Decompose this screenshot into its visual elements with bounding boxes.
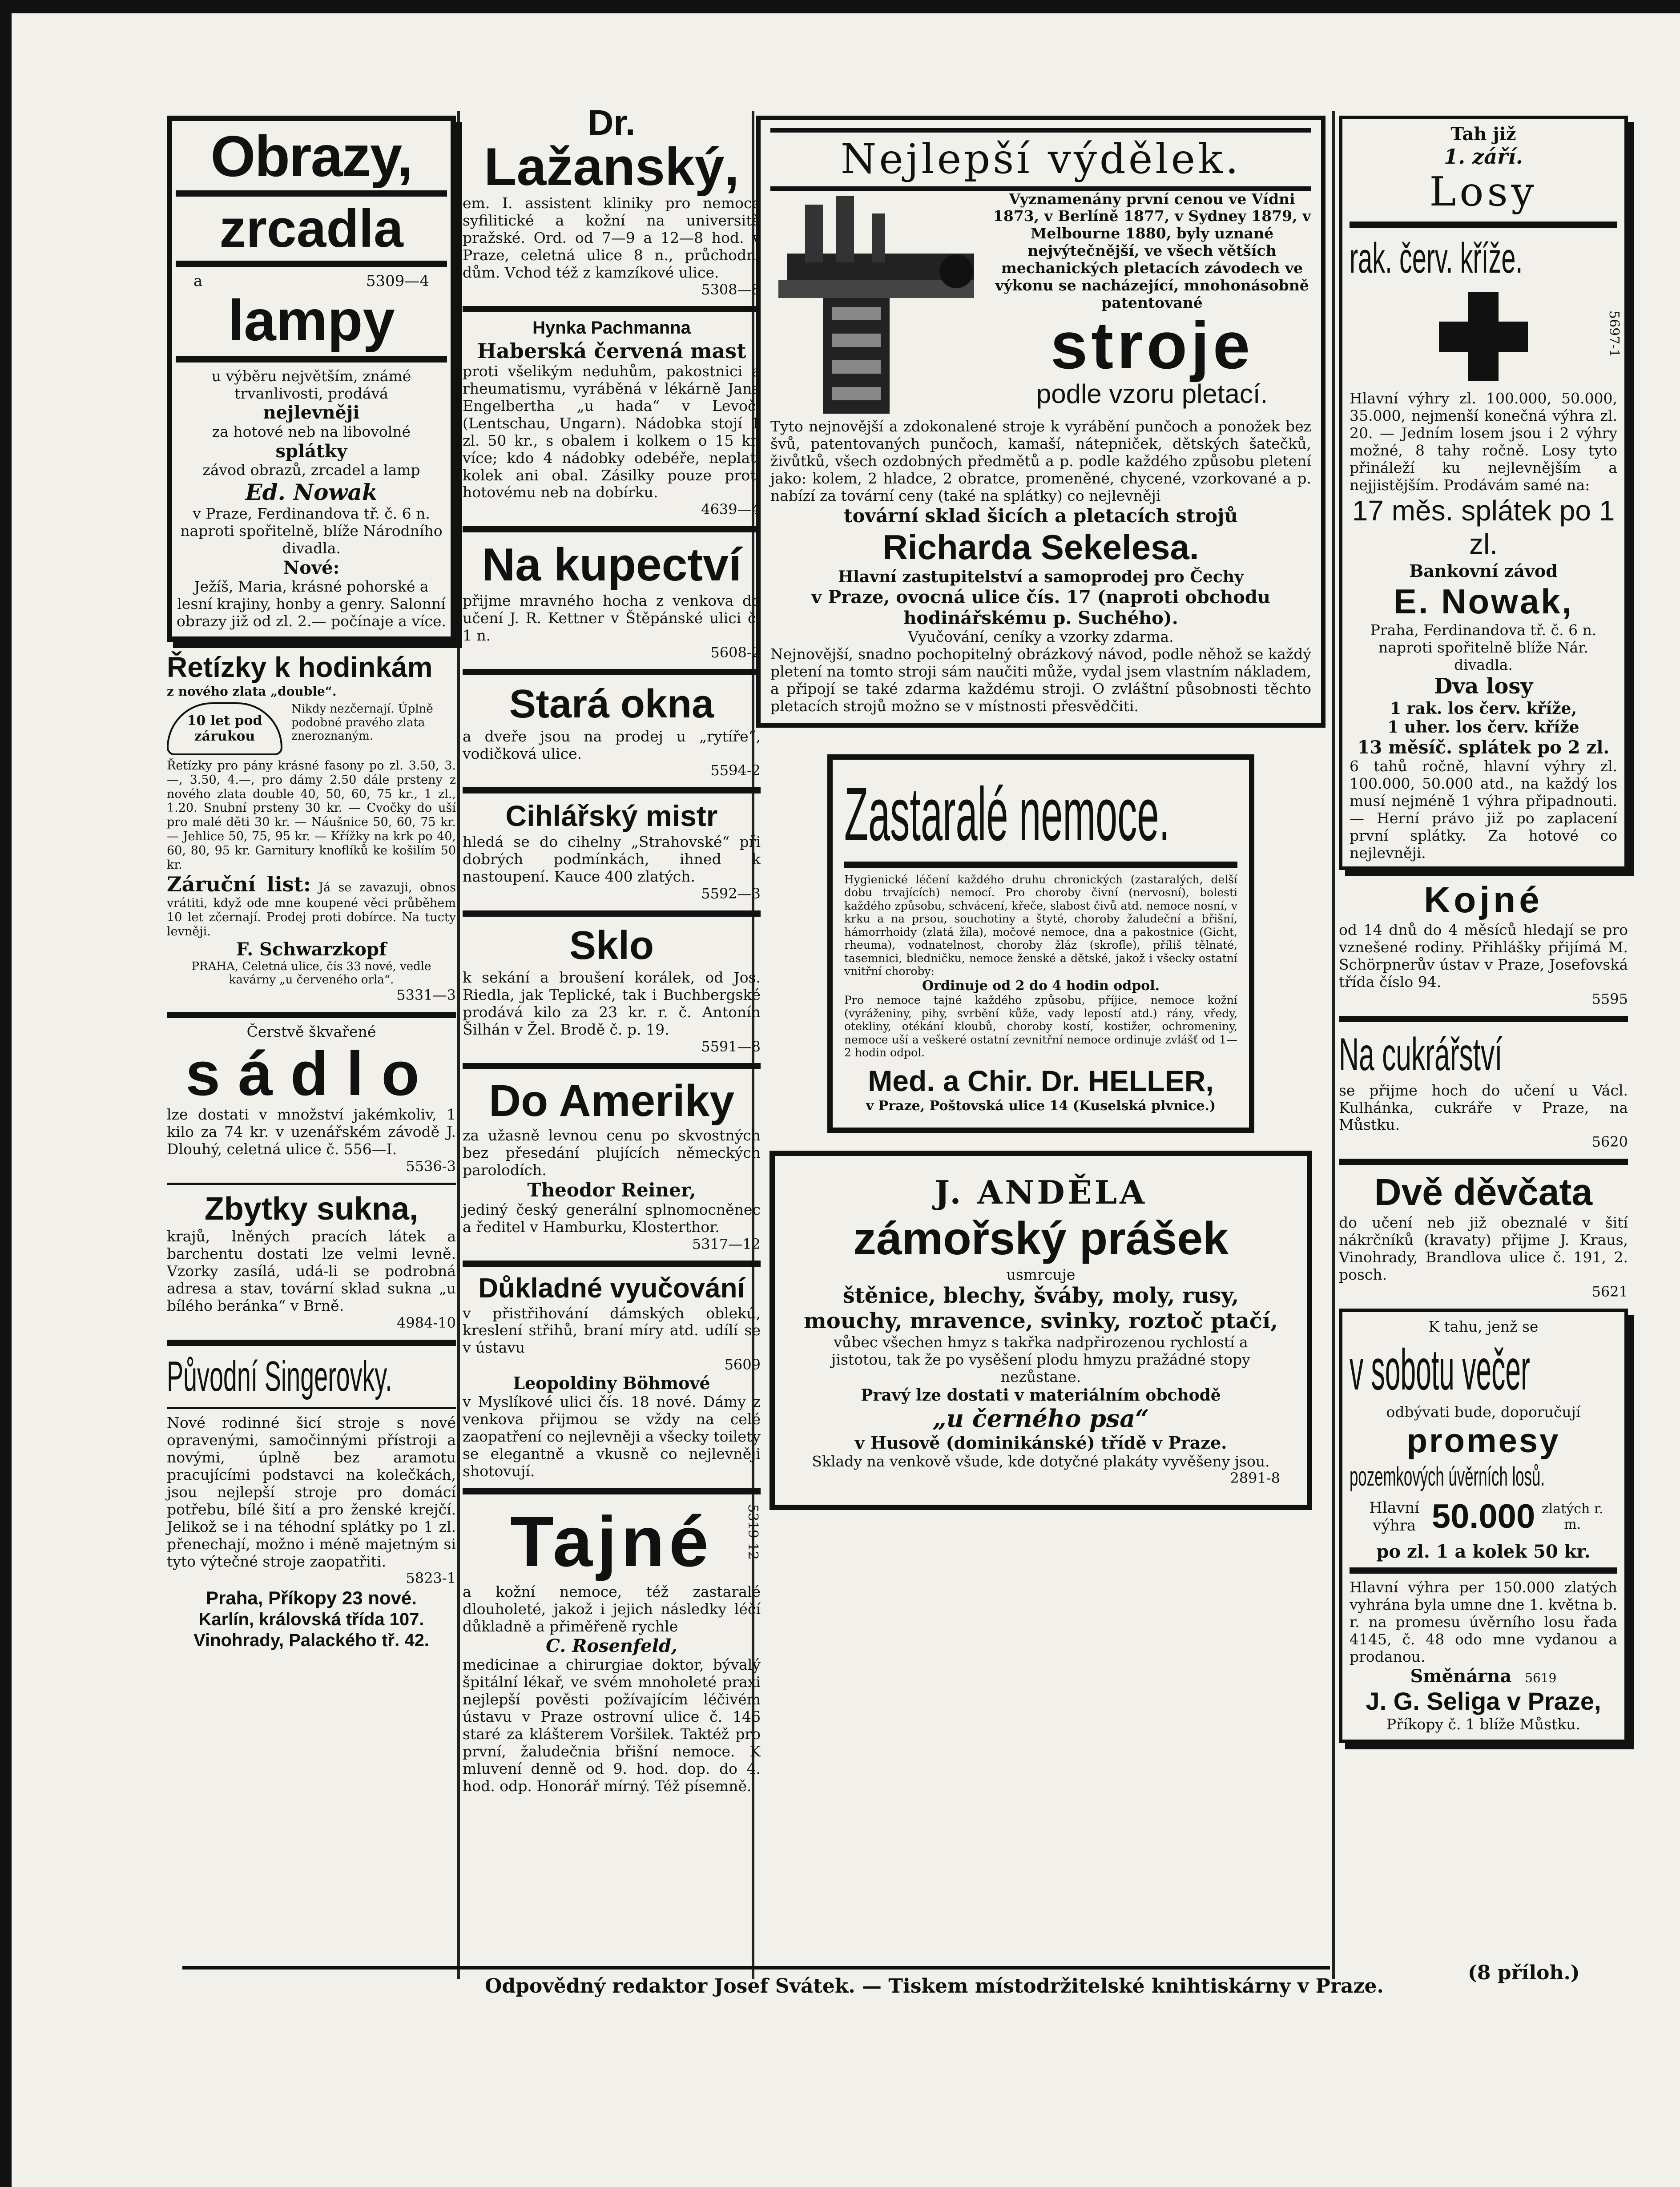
divider [463,526,761,532]
ad-body: Já se zavazuji, obnos vrátiti, když ode mne koupené věci průběhem 10 let zčernají. Prodej proti dobírce. Na tucty levněji. [167,880,456,938]
ad-firm: J. ANDĚLA [934,1173,1148,1211]
ad-name: C. Rosenfeld, [546,1635,677,1657]
ad-address: Praha, Ferdinandova tř. č. 6 n. naproti spořitelně blíže Nár. divadla. [1370,621,1597,674]
ad-tajne [463,1500,761,1795]
ad-subtitle: pozemkových úvěrních losů. [1350,1461,1545,1491]
column-3 [756,116,1325,1510]
divider [844,862,1237,868]
supplement-note: (8 příloh.) [1468,1961,1580,1984]
ad-pachmann [463,318,761,518]
divider [1339,1159,1628,1165]
ad-title: Řetízky k hodinkám [167,651,433,683]
ad-pretitle: Čerstvě škvařené [246,1023,376,1040]
ad-body: 1 uher. los červ. kříže [1387,718,1579,737]
divider [463,306,761,312]
imprint: Odpovědný redaktor Josef Svátek. — Tiskem místodržitelské knihtiskárny v Praze. [485,1975,1384,1998]
ad-title: Haberská červená mast [477,338,746,363]
ad-vydelek [756,116,1325,728]
ad-sadlo [167,1023,456,1175]
ad-number: 5619 [1525,1671,1557,1686]
ad-title: Lažanský, [484,137,739,197]
divider [167,1340,456,1346]
footer-rule [182,1966,1330,1970]
ad-firm: F. Schwarzkopf [236,938,387,960]
column-4 [1339,116,1628,1752]
ad-number: 5308—8 [701,281,761,298]
ad-body: do učení neb již obeznalé v šití nákrčníků (kravaty) přijme J. Kraus, Vinohrady, Brandlova ulice č. 191, 2. posch. [1339,1214,1628,1284]
ad-pretitle: Tah již [1450,124,1516,145]
ad-vyucovani [463,1272,761,1480]
ad-address: Karlín, královská třída 107. [198,1609,424,1629]
ad-title: Cihlářský mistr [505,799,718,833]
ad-emphasis: 1. září. [1444,145,1523,169]
knitting-machine-illustration [769,187,983,436]
ad-nemoce [827,754,1254,1133]
ad-title: Zbytky sukna, [204,1191,419,1227]
ad-doctor: Med. a Chir. Dr. HELLER, [868,1064,1214,1097]
ad-emphasis: nejlevněji [263,402,360,423]
ad-emphasis: tovární sklad šicích a pletacích strojů [844,504,1238,527]
ad-title: stroje [1050,308,1254,383]
ad-body: Směnárna [1410,1666,1512,1687]
ad-emphasis: 13 měsíč. splátek po 2 zl. [1357,737,1610,758]
ad-emphasis: Nové: [283,557,340,578]
ad-firm: E. Nowak, [1393,582,1574,621]
ad-retizky [167,651,456,1004]
red-cross-icon [1439,292,1528,381]
ad-body: zlatých r. m. [1541,1501,1603,1533]
ad-text: a [193,272,203,290]
ad-title: rak. červ. kříže. [1350,234,1523,282]
ad-body: Hlavní výhra [1369,1499,1420,1535]
ad-address: v Praze, Ferdinandova tř. č. 6 n. naproti spořitelně, blíže Národního divadla. [180,504,443,557]
ad-body: usmrcuje [1006,1265,1076,1283]
ad-body: závod obrazů, zrcadel a lamp [202,461,420,479]
ad-address: Praha, Příkopy 23 nové. [206,1587,417,1609]
ad-body: přijme mravného hocha z venkova do učení J. R. Kettner v Štěpánské ulici č. 1 n. [463,592,761,644]
ad-emphasis: promesy [1406,1422,1560,1460]
ad-title: Původní Singerovky. [167,1352,392,1400]
column-1 [167,116,456,1659]
ad-number: 5608-2 [710,644,761,661]
ad-number: 5319-12 [745,1504,761,1560]
ad-body: 1 rak. los červ. kříže, [1390,699,1577,718]
ad-emphasis: Ordinuje od 2 do 4 hodin odpol. [922,978,1160,994]
ad-sklo [463,922,761,1055]
divider [463,1261,761,1267]
divider [463,669,761,675]
divider [463,787,761,793]
ad-title: Na cukrářství [1339,1028,1503,1080]
ad-number: 5620 [1591,1133,1628,1151]
ad-title: v sobotu večer [1350,1337,1530,1402]
ad-title: Na kupectví [482,539,741,591]
ad-body: jediný český generální splnomocněnec a ředitel v Hamburku, Klosterthor. [463,1200,761,1236]
ad-title: Stará okna [509,682,714,727]
ad-emphasis: splátky [275,440,347,462]
ad-emphasis: štěnice, blechy, šváby, moly, rusy, mouchy, mravence, svinky, roztoč ptačí, [804,1283,1278,1334]
ad-body: Vyznamenány první cenou ve Vídni 1873, v Berlíně 1877, v Sydney 1879, v Melbourne 1880, byly uznané nejvýtečnější, ve všech větších mechanických pletacích závodech ve výkonu se nacházející, mnohonásobně patentované [993,190,1311,312]
divider [463,1488,761,1494]
ad-body: Nikdy nezčernají. Úplně podobné pravého zlata zneroznaným. [291,702,433,743]
ad-number: 5621 [1591,1283,1628,1300]
ad-firm: Ed. Nowak [245,479,378,505]
ad-body: 6 tahů ročně, hlavní výhry zl. 100.000, 50.000 atd., na každý los musí nejméně 1 výhra připadnouti. — Herní právo již po zaplacení první splátky. Za hotové co nejlevněji. [1350,757,1617,862]
ad-cukrarstvi [1339,1027,1628,1151]
ad-andela [769,1151,1312,1510]
ad-title: sádlo [185,1038,437,1108]
ad-body: a kožní nemoce, též zastaralé dlouholeté, jakož i jejich následky léčí důkladně a přiměřeně rychle [463,1583,761,1635]
ad-body: a dveře jsou na prodej u „rytíře“, vodičková ulice. [463,727,761,762]
ad-body: medicinae a chirurgiae doktor, bývalý špitální lékař, ve svém mnoholeté praxi nejlepší pověsti požívajícím léčivém ústavu v Praze ostrovní ulice č. 146 staré za klášterem Voršilek. Taktéž pro první, žaludečnia břišní nemoce. K mluvení denně od 9. hod. dop. do 4. hod. odp. Honorář mírný. Též písemně. [463,1656,761,1795]
ad-title: Nejlepší výdělek. [770,128,1311,191]
ad-emphasis: Dva losy [1434,674,1533,699]
ad-shop: „u černého psa“ [932,1404,1149,1433]
ad-title: Sklo [569,923,654,968]
ad-body: Sklady na venkově všude, kde dotyčné plakáty vyvěšeny jsou. [812,1452,1270,1470]
ad-number: 4639—4 [701,501,761,518]
ad-cihlarsky [463,799,761,902]
divider [1350,222,1617,228]
ad-body: od 14 dnů do 4 měsíců hledají se pro vznešené rodiny. Přihlášky přijímá M. Schörpnerův ústav v Praze, Josefovská třída číslo 94. [1339,921,1628,991]
divider [167,1012,456,1018]
ad-devcata [1339,1170,1628,1301]
ad-amount: 50.000 [1431,1498,1535,1536]
ad-number: 5823-1 [406,1570,456,1587]
ad-number: 5591—8 [701,1038,761,1055]
divider [463,1063,761,1069]
ad-body: lze dostati v množství jakémkoliv, 1 kilo za 74 kr. v uzenářském závodě J. Dlouhý, celetná ulice č. 556—I. [167,1105,456,1158]
ad-body: Hlavní výhra per 150.000 zlatých vyhrána byla umne dne 1. května b. r. na promesu úvěrního losu řada 4145, č. 48 odo mne vydanou a prodanou. [1350,1579,1617,1666]
ad-okna [463,681,761,779]
ad-body: odbývati bude, doporučují [1386,1403,1581,1421]
ad-emphasis: Záruční list: [167,872,311,896]
ad-subtitle: podle vzoru pletací. [1036,379,1268,409]
ad-body: em. I. assistent kliniky pro nemoce syfilitické a kožní na universitě pražské. Ord. od 7—9 a 12—8 hod. v Praze, celetná ulice 8 n., průchodní dům. Vchod též z kamzíkové ulice. [463,194,761,281]
ad-body: se přijme hoch do učení u Václ. Kulhánka, cukráře v Praze, na Můstku. [1339,1081,1628,1134]
ad-title: Dvě děvčata [1374,1171,1593,1213]
ad-sobotu [1339,1309,1628,1743]
divider [1350,1567,1617,1574]
ad-body: proti všelikým neduhům, pakostnici a rheumatismu, vyráběná v lékárně Jana Engelbertha „u hada“ v Levoči (Lentschau, Ungarn). Nádobka stojí 1 zl. 50 kr., s obalem i kolkem o 15 kr. více; kdo 4 nádobky odebéře, neplatí kolek ani obal. Zásilky pouze proti hotovému neb na dobírku. [463,362,761,501]
ad-number: 2891-8 [1230,1470,1280,1487]
ad-singer [167,1351,456,1651]
ad-number: 5697-1 [1606,310,1622,358]
ad-body: v přistřihování dámských oblekú, kreslení střihů, braní míry atd. udílí se v ústavu [463,1304,761,1357]
divider [167,1183,456,1185]
ad-firm: Richarda Sekelesa. [882,528,1199,567]
ad-number: 5594-2 [710,762,761,779]
ad-emphasis: 17 měs. splátek po 1 zl. [1352,494,1615,560]
ad-body: Řetízky pro pány krásné fasony po zl. 3.50, 3.—, 3.50, 4.—, pro dámy 2.50 dále prsteny z nového zlata double 40, 50, 60, 75 kr., 1 zl., 1.20. Snubní prsteny 30 kr. — Cvočky do uší pro malé děti 30 kr. — Náušnice 50, 60, 75 kr. — Jehlice 50, 75, 95 kr. — Křížky na krk po 40, 60, 80, 95 kr. Garnitury knoflíků ke košilím 50 kr. [167,758,456,872]
column-rule [1332,111,1335,1979]
ad-title: Obrazy, [210,124,412,189]
ad-body: Pro nemoce tajné každého způsobu, příjice, nemoce kožní (vyráženiny, pihy, svrbění kůže, vady lepostí atd.) rány, vředy, otekliny, otékání kloubů, choroby kostí, kostižer, ochromeniny, nemoce uší a veškeré ostatní zevnitřní nemoce ordinuje zvlášť od 1—2 hodin odpol. [844,994,1237,1059]
ad-losy [1339,116,1628,870]
divider [176,261,447,267]
ad-title: Důkladné vyučování [478,1273,745,1304]
ad-address: v Praze, ovocná ulice čís. 17 (naproti obchodu hodinářskému p. Suchého). [811,586,1270,628]
ad-number: 5309—4 [366,272,429,290]
column-2 [463,103,761,1803]
ad-body: v Myslíkové ulici čís. 18 nové. Dámy z venkova přijmou se vždy na celé zaopatření co nejlevněji a všecky toilety se elegantně a vkusně co nejlevněji shotovují. [463,1393,761,1480]
divider [176,356,447,362]
ad-number: 5592—3 [701,885,761,902]
ad-name: Theodor Reiner, [527,1179,696,1201]
ad-number: 5317—12 [692,1235,761,1253]
ad-kojne [1339,879,1628,1008]
ad-address: Vinohrady, Palackého tř. 42. [193,1630,429,1650]
ad-emphasis: po zl. 1 a kolek 50 kr. [1376,1541,1591,1563]
ad-number: 5536-3 [406,1157,456,1175]
ad-body: u výběru největším, známé trvanlivosti, prodává [211,367,411,402]
ad-graphic: 10 let pod zárukou [167,702,282,755]
ad-title: Dr. [588,103,636,142]
ad-body: Nejnovější, snadno pochopitelný obrázkový návod, podle něhož se každý pletení na tomto stroji sám naučiti může, vydal jsem vlastním nákladem, a připojí se také zdarma každému stroji. O zvláštní působnosti těchto pletacích strojů možno se v místnosti přesvědčiti. [770,645,1311,715]
ad-body: Hlavní výhry zl. 100.000, 50.000, 35.000, nejmenší konečná výhra zl. 20. — Jedním losem jsou i 2 výhry možné, 8 tahy ročně. Losy tyto přináleží ku nejlevnějším a nejjistějším. Prodávám samé na: [1350,389,1617,494]
ad-address: Příkopy č. 1 blíže Můstku. [1386,1716,1581,1733]
ad-kupectvi [463,538,761,661]
ad-number: 5331—3 [396,987,456,1004]
ad-body: k sekání a broušení korálek, od Jos. Riedla, jak Teplické, tak i Buchbergské prodává kilo za 23 kr. r. č. Antonín Šilhán v Žel. Brodě č. p. 19. [463,968,761,1038]
ad-title: Zastaralé nemoce. [844,772,1170,857]
ad-emphasis: Hlavní zastupitelství a samoprodej pro Čechy [838,568,1244,587]
divider [167,1407,456,1409]
ad-body: Ježíš, Maria, krásné pohorské a lesní krajiny, honby a genry. Salonní obrazy již od zl. 2.— počínaje a více. [176,577,447,630]
ad-body: Pravý lze dostati v materiálním obchodě [861,1386,1221,1405]
divider [463,910,761,917]
ad-number: 4984-10 [397,1314,456,1332]
ad-body: vůbec všechen hmyz s takřka nadpřirozenou rychlostí a jistotou, tak že po vysěšení plodu hmyzu pražádné stopy nezůstane. [831,1333,1250,1386]
ad-number: 5609 [724,1356,761,1373]
ad-title: zrcadla [219,199,403,258]
ad-title: Hynka Pachmanna [532,318,691,338]
ad-title: lampy [228,288,395,353]
ad-address: PRAHA, Celetná ulice, čís 33 nové, vedle kavárny „u červeného orla“. [191,959,431,987]
ad-address: v Husově (dominikánské) třídě v Praze. [854,1432,1227,1453]
scan-border-left [0,0,12,2187]
ad-title: Do Ameriky [488,1076,735,1126]
ad-amerika [463,1075,761,1253]
ad-body: za užasně levnou cenu po skvostných bez přesedání plujících německých parolodích. [463,1127,761,1179]
column-rule [457,111,460,1979]
ad-body: Nové rodinné šicí stroje s nové opravenými, samočinnými přístroji a novými, úplně bez aramotu pracujícími podstavci na kolečkách, jsou nejlepší stroje pro domácí potřebu, bílé šití a pro ženské krejčí. Jelikož se i na téhodní splátky po 1 zl. přenechají, možno i méně majetným si tyto výtečné stroje zaopatřiti. [167,1414,456,1570]
ad-obrazy [167,116,456,642]
ad-title: Losy [1429,169,1538,216]
ad-title: Kojné [1424,879,1543,920]
ad-body: Bankovní závod [1409,560,1558,581]
ad-body: Vyučování, ceníky a vzorky zdarma. [908,628,1174,646]
ad-name: Leopoldiny Böhmové [513,1373,710,1394]
scan-border-top [0,0,1680,13]
ad-lazansky [463,103,761,298]
ad-body: Tyto nejnovější a zdokonalené stroje k vyrábění punčoch a ponožek bez švů, patentovaných punčoch, kamaší, nátepniček, dětských šatečků, živůtků, všech ozdobných předmětů a p. podle každého způsobu pletení jako: kolem, 2 hladce, 2 obratce, promeněné, chycené, vzorkované a p. nabízí za tovární ceny (také na splátky) co nejlevněji [770,417,1311,504]
ad-title: Tajné [510,1501,713,1581]
ad-body: hledá se do cihelny „Strahovské“ při dobrých podmínkách, ihned k nastoupení. Kauce 400 zlatých. [463,833,761,885]
ad-address: v Praze, Poštovská ulice 14 (Kuselská plvnice.) [866,1098,1216,1114]
ad-subtitle: z nového zlata „double“. [167,684,337,699]
ad-body: Hygienické léčení každého druhu chronických (zastaralých, delší dobu trvajících) nemocí. Pro choroby čivní (nervosní), bolesti každého způsobu, schvácení, křeče, slabost čivů atd. nemoce nosní, v krku a na prsou, souchotiny a štyté, choroby žaludeční a břišní, hámorrhoidy (zlatá žíla), močové nemoce, dna a pakostnice (Gicht, rheuma), vodnatelnost, choroby žláz (skrofle), příliš tělnaté, tasemnici, bledničku, nemoce ženské a dětské, jakož i všecky ostatní vnitřní choroby: [844,873,1237,978]
divider [176,190,447,197]
ad-zbytky [167,1190,456,1331]
ad-pretitle: K tahu, jenž se [1428,1317,1539,1335]
ad-number: 5595 [1591,991,1628,1008]
ad-title: zámořský prášek [853,1212,1229,1265]
ad-body: za hotové neb na libovolné [212,423,411,440]
ad-body: krajů, lněných pracích látek a barchentu dostati lze velmi levně. Vzorky zasílá, udá-li se podrobná adresa a stav, tovární sklad sukna „u bílého beránka“ v Brně. [167,1228,456,1315]
ad-firm: J. G. Seliga v Praze, [1366,1687,1601,1716]
divider [1339,1016,1628,1022]
